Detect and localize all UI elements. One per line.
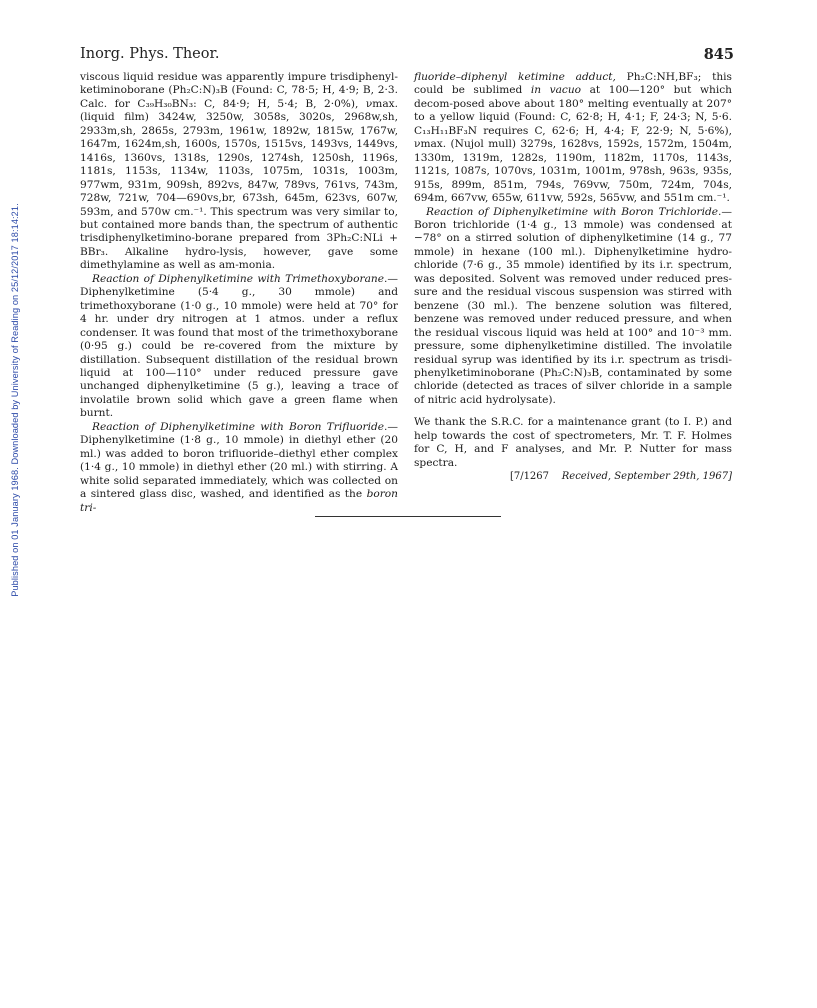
- left-paragraph-boron-trifluoride: [80, 421, 398, 515]
- page-number: 845: [703, 46, 734, 63]
- journal-title: Inorg. Phys. Theor.: [80, 46, 220, 62]
- section-heading-boron-trichloride: Reaction of Diphenylketimine with Boron Trichloride.: [426, 205, 722, 218]
- boron-trichloride-body: — Boron trichloride (1·4 g., 13 mmole) was condensed at −78° on a stirred solution of diphenylketimine (14 g., 77 mmole) in hexane (100 ml.). Diphenylketimine hydro-chloride (7·6 g., 35 mmole) identified by its i.r. spectrum, was deposited. Solvent was removed under reduced pres-sure and the residual viscous suspension was stirred with benzene (30 ml.). The benzene solution was filtered, benzene was removed under reduced pressure, and when the residual viscous liquid was held at 100° and 10⁻³ mm. pressure, some diphenylketimine distilled. The involatile residual syrup was identified by its i.r. spectrum as trisdi-phenylketiminoborane (Ph₂C:N)₃B, contaminated by some chloride (detected as traces of silver chloride in a sample of nitric acid hydrolysate).: [414, 205, 732, 406]
- acknowledgement: We thank the S.R.C. for a maintenance grant (to I. P.) and help towards the cost of spectrometers, Mr. T. F. Holmes for C, H, and F analyses, and Mr. P. Nutter for mass spectra.: [414, 416, 732, 469]
- right-paragraph-adduct: [414, 71, 732, 206]
- right-column: [414, 71, 732, 484]
- adduct-text-b: at 100—120° but which decom-posed above about 180° melting eventually at 207° to a yellow liquid (Found: C, 62·8; H, 4·1; F, 24·3; N, 5·6. C₁₃H₁₁BF₃N requires C, 62·6; H, 4·4; F, 22·9; N, 5·6%), νmax. (Nujol mull) 3279s, 1628vs, 1592s, 1572m, 1504m, 1330m, 1319m, 1282s, 1190m, 1182m, 1170s, 1143s, 1121s, 1087s, 1070vs, 1031m, 1001m, 978sh, 963s, 935s, 915s, 899m, 851m, 794s, 769vw, 750m, 724m, 704s, 694m, 667vw, 655w, 611vw, 592s, 565vw, and 551m cm.⁻¹.: [414, 84, 732, 205]
- in-vacuo-text: in vacuo: [530, 84, 582, 97]
- manuscript-number: [7/1267: [509, 471, 550, 483]
- trimethoxyborane-body: — Diphenylketimine (5·4 g., 30 mmole) and trimethoxyborane (1·0 g., 10 mmole) were held at 70° for 4 hr. under dry nitrogen at 1 atmos. under a reflux condenser. It was found that most of the trimethoxyborane (0·95 g.) could be re-covered from the mixture by distillation. Subsequent distillation of the residual brown liquid at 100—110° under reduced pressure gave unchanged diphenylketimine (5 g.), leaving a trace of involatile brown solid which gave a green flame when burnt.: [80, 272, 398, 420]
- received-line: [414, 470, 732, 483]
- left-paragraph-trimethoxyborane: [80, 273, 398, 421]
- end-of-article-rule: [315, 516, 501, 517]
- boron-trifluoride-tail: boron tri-: [80, 488, 398, 514]
- adduct-heading: fluoride–diphenyl ketimine adduct,: [414, 71, 616, 83]
- download-watermark: [8, 170, 22, 630]
- right-paragraph-boron-trichloride: [414, 206, 732, 408]
- running-header: [80, 46, 734, 66]
- adduct-text-a: Ph₂C:NH,BF₃; this could be sublimed: [414, 71, 732, 97]
- left-paragraph-residue: viscous liquid residue was apparently impure trisdiphenyl-ketiminoborane (Ph₂C:N)₃B (Found: C, 78·5; H, 4·9; B, 2·3. Calc. for C₃₉H₃₀BN₃: C, 84·9; H, 5·4; B, 2·0%), νmax. (liquid film) 3424w, 3250w, 3058s, 3020s, 2968w,sh, 2933m,sh, 2865s, 2793m, 1961w, 1892w, 1815w, 1767w, 1647m, 1624m,sh, 1600s, 1570s, 1515vs, 1493vs, 1449vs, 1416s, 1360vs, 1318s, 1290s, 1274sh, 1250sh, 1196s, 1181s, 1153s, 1134w, 1103s, 1075m, 1031s, 1003m, 977wm, 931m, 909sh, 892vs, 847w, 789vs, 761vs, 743m, 728w, 721w, 704—690vs,br, 673sh, 645m, 623vs, 607w, 593m, and 570w cm.⁻¹. This spectrum was very similar to, but contained more bands than, the spectrum of authentic trisdiphenylketimino-borane prepared from 3Ph₂C:NLi + BBr₃. Alkaline hydro-lysis, however, gave some dimethylamine as well as am-monia.: [80, 71, 398, 272]
- boron-trifluoride-body: — Diphenylketimine (1·8 g., 10 mmole) in diethyl ether (20 ml.) was added to boron trifluoride–diethyl ether complex (1·4 g., 10 mmole) in diethyl ether (20 ml.) with stirring. A white solid separated immediately, which was collected on a sintered glass disc, washed, and identified as the: [80, 420, 398, 501]
- left-column: [80, 71, 398, 515]
- received-date: Received, September 29th, 1967]: [561, 471, 732, 483]
- section-heading-trimethoxyborane: Reaction of Diphenylketimine with Trimethoxyborane.: [92, 272, 388, 285]
- section-heading-boron-trifluoride: Reaction of Diphenylketimine with Boron Trifluoride.: [92, 420, 388, 433]
- download-watermark-text: Published on 01 January 1968. Downloaded by University of Reading on 25/12/2017 18:14:21.: [10, 203, 20, 597]
